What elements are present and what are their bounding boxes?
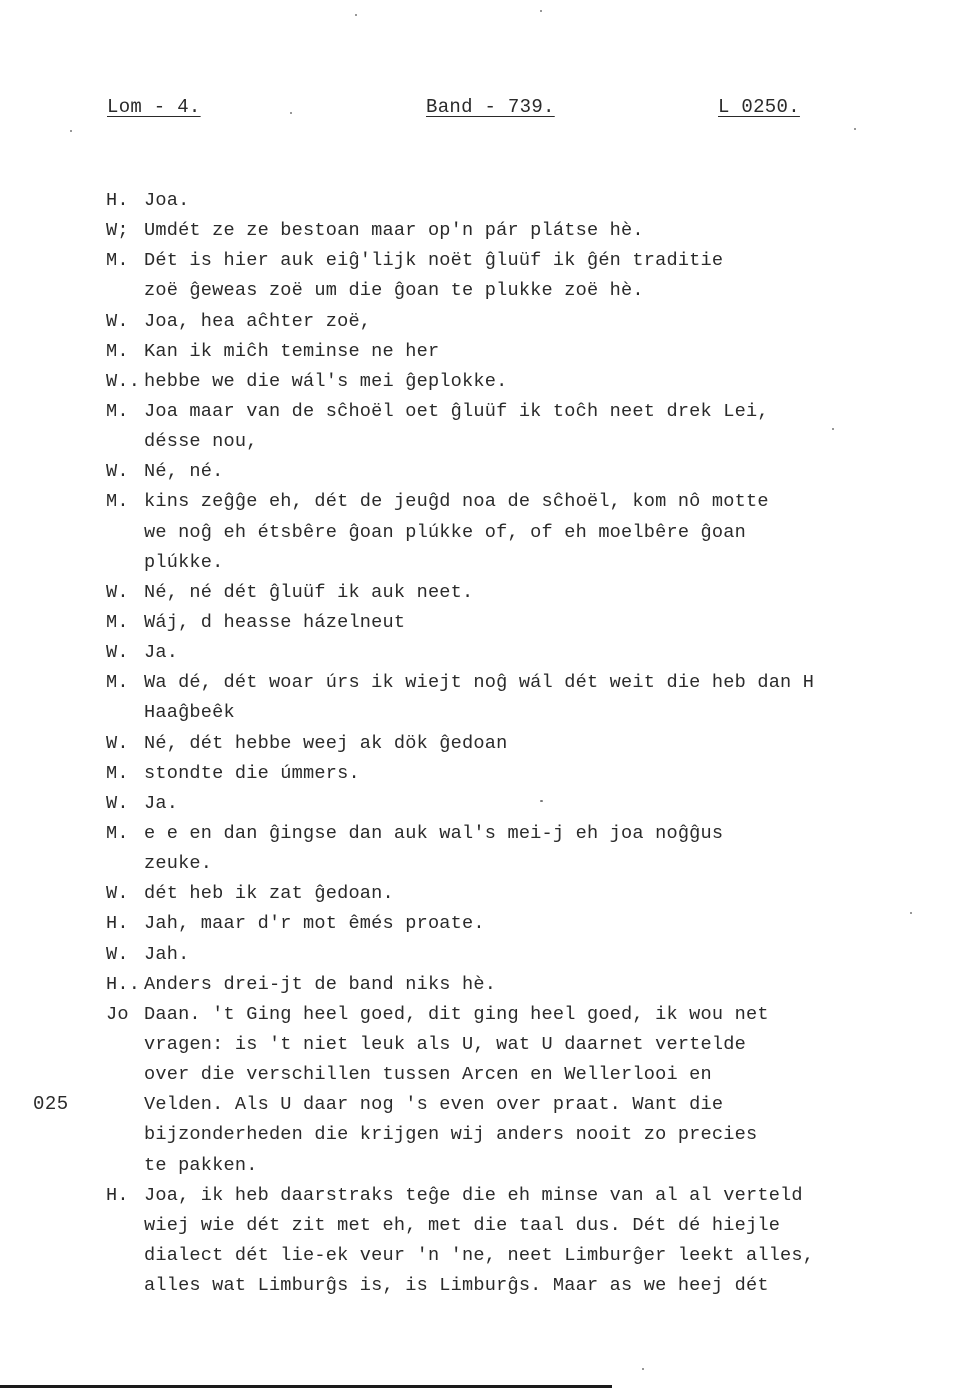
speaker-label: W.. — [106, 370, 141, 392]
utterance-text: alles wat Limburĝs is, is Limburĝs. Maar as we heej dét — [144, 1275, 769, 1297]
transcript-line — [106, 186, 966, 216]
transcript-line — [106, 729, 966, 759]
speaker-label: W. — [106, 642, 129, 664]
utterance-text: Né, né. — [144, 461, 224, 483]
utterance-text: vragen: is 't niet leuk als U, wat U daarnet vertelde — [144, 1033, 746, 1055]
speaker-label: H. — [106, 913, 129, 935]
speaker-label: W. — [106, 461, 129, 483]
transcript-line — [106, 1000, 966, 1030]
utterance-text: Velden. Als U daar nog 's even over praat. Want die — [144, 1094, 724, 1116]
transcript-line — [106, 1090, 966, 1120]
transcript-line — [106, 1241, 966, 1271]
speaker-label: M. — [106, 400, 129, 422]
header-document-code: L 0250. — [718, 96, 800, 118]
utterance-text: wiej wie dét zit met eh, met die taal dus. Dét dé hiejle — [144, 1214, 781, 1236]
transcript-line — [106, 668, 966, 698]
speaker-label: M. — [106, 672, 129, 694]
transcript-line — [106, 367, 966, 397]
utterance-text: plúkke. — [144, 551, 224, 573]
transcript-line — [106, 909, 966, 939]
transcript-line — [106, 638, 966, 668]
utterance-text: Anders drei-jt de band niks hè. — [144, 973, 497, 995]
transcript-line — [106, 608, 966, 638]
utterance-text: te pakken. — [144, 1154, 258, 1176]
speaker-label: W. — [106, 792, 129, 814]
utterance-text: kins zeĝĝe eh, dét de jeuĝd noa de sĉhoël, kom nô motte — [144, 491, 769, 513]
speaker-label: H. — [106, 190, 129, 211]
speaker-label: M. — [106, 250, 129, 272]
speaker-label: M. — [106, 822, 129, 844]
speaker-label: W. — [106, 581, 129, 603]
utterance-text: Dét is hier auk eiĝ'lijk noët ĝluüf ik ĝén traditie — [144, 250, 724, 272]
transcript-line — [106, 759, 966, 789]
utterance-text: Né, dét hebbe weej ak dök ĝedoan — [144, 732, 508, 754]
paper-speck — [540, 10, 542, 12]
transcript-line — [106, 849, 966, 879]
paper-speck — [832, 428, 834, 430]
speaker-label: W. — [106, 310, 129, 332]
paper-speck — [290, 112, 292, 114]
utterance-text: e e en dan ĝingse dan auk wal's mei-j eh joa noĝĝus — [144, 822, 724, 844]
header-location: Lom - 4. — [107, 96, 201, 118]
transcript-line — [106, 307, 966, 337]
transcript-line — [106, 1120, 966, 1150]
speaker-label: M. — [106, 611, 129, 633]
utterance-text: désse nou, — [144, 431, 258, 453]
header-tape-number: Band - 739. — [426, 96, 555, 118]
utterance-text: Joa, ik heb daarstraks teĝe die eh minse van al al verteld — [144, 1184, 803, 1206]
speaker-label: M. — [106, 491, 129, 513]
speaker-label: H.. — [106, 973, 141, 995]
transcript-line — [106, 337, 966, 367]
utterance-text: Joa, hea aĉhter zoë, — [144, 310, 372, 332]
utterance-text: Wáj, d heasse házelneut — [144, 611, 406, 633]
utterance-text: Jah, maar d'r mot êmés proate. — [144, 913, 485, 935]
utterance-text: dialect dét lie-ek veur 'n 'ne, neet Limburĝer leekt alles, — [144, 1244, 815, 1266]
transcript-line — [106, 457, 966, 487]
transcript-line — [106, 548, 966, 578]
utterance-text: Ja. — [144, 642, 179, 664]
transcript-line — [106, 427, 966, 457]
utterance-text: zoë ĝeweas zoë um die ĝoan te plukke zoë hè. — [144, 280, 644, 302]
utterance-text: Joa. — [144, 190, 190, 211]
utterance-text: Joa maar van de sĉhoël oet ĝluüf ik toĉh neet drek Lei, — [144, 400, 769, 422]
utterance-text: over die verschillen tussen Arcen en Wellerlooi en — [144, 1064, 712, 1086]
speaker-label: H. — [106, 1184, 129, 1206]
transcript-line — [106, 879, 966, 909]
transcript-line — [106, 970, 966, 1000]
transcript-line — [106, 698, 966, 728]
utterance-text: Haaĝbeêk — [144, 702, 235, 724]
utterance-text: we noĝ eh étsbêre ĝoan plúkke of, of eh moelbêre ĝoan — [144, 521, 746, 543]
speaker-label: M. — [106, 340, 129, 362]
paper-speck — [355, 14, 357, 16]
transcript-line — [106, 276, 966, 306]
paper-speck — [70, 130, 72, 132]
utterance-text: Umdét ze ze bestoan maar op'n pár plátse hè. — [144, 220, 644, 242]
utterance-text: Kan ik miĉh teminse ne her — [144, 340, 440, 362]
transcript-line — [106, 1271, 966, 1301]
speaker-label: W; — [106, 220, 129, 242]
transcript-line — [106, 1030, 966, 1060]
transcript-line — [106, 578, 966, 608]
transcript-line — [106, 789, 966, 819]
paper-speck — [910, 912, 912, 914]
paper-speck — [540, 800, 543, 802]
transcript-line — [106, 819, 966, 849]
transcript-line — [106, 246, 966, 276]
margin-counter-number: 025 — [33, 1093, 69, 1115]
utterance-text: Daan. 't Ging heel goed, dit ging heel goed, ik wou net — [144, 1003, 769, 1025]
utterance-text: stondte die úmmers. — [144, 762, 360, 784]
utterance-text: hebbe we die wál's mei ĝeplokke. — [144, 370, 508, 392]
transcript-line — [106, 1211, 966, 1241]
transcript-line — [106, 1181, 966, 1211]
speaker-label: Jo — [106, 1003, 129, 1025]
transcript-line — [106, 518, 966, 548]
utterance-text: dét heb ik zat ĝedoan. — [144, 883, 394, 905]
utterance-text: Né, né dét ĝluüf ik auk neet. — [144, 581, 474, 603]
utterance-text: Wa dé, dét woar úrs ik wiejt noĝ wál dét weit die heb dan H — [144, 672, 815, 694]
utterance-text: Ja. — [144, 792, 179, 814]
transcript-line — [106, 397, 966, 427]
speaker-label: W. — [106, 943, 129, 965]
utterance-text: bijzonderheden die krijgen wij anders nooit zo precies — [144, 1124, 758, 1146]
transcript-line — [106, 1060, 966, 1090]
speaker-label: W. — [106, 732, 129, 754]
bottom-edge-rule — [0, 1385, 612, 1388]
transcript-line — [106, 940, 966, 970]
transcript-line — [106, 216, 966, 246]
paper-speck — [642, 1368, 644, 1370]
utterance-text: Jah. — [144, 943, 190, 965]
utterance-text: zeuke. — [144, 853, 213, 875]
transcript-line — [106, 487, 966, 517]
transcript-body — [106, 186, 966, 1301]
speaker-label: M. — [106, 762, 129, 784]
speaker-label: W. — [106, 883, 129, 905]
transcript-line — [106, 1151, 966, 1181]
paper-speck — [854, 128, 856, 130]
